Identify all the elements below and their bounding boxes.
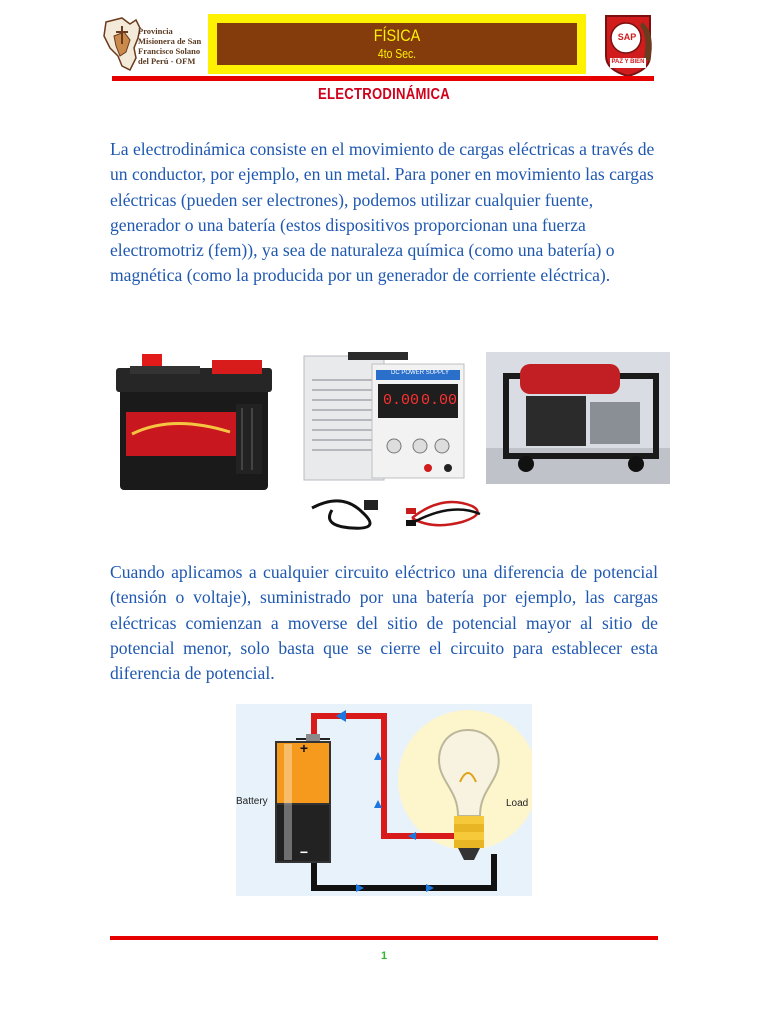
battery-minus-sign: − [299, 844, 309, 860]
school-name-line: Francisco Solano [138, 46, 201, 56]
cables-icon [302, 488, 492, 538]
circuit-paragraph: Cuando aplicamos a cualquier circuito eléctrico una diferencia de potencial (tensión o voltaje), suministrado por una batería por ejemplo, las cargas eléctricas comienzan a moverse del sitio de potencial mayor al sitio de potencial menor, solo basta que se cierre el circuito para establecer esta diferencia de potencial. [110, 562, 658, 684]
load-label: Load [506, 798, 529, 809]
school-name-line: del Perú - OFM [138, 56, 196, 66]
dc-power-supply-image [302, 350, 468, 484]
circuit-icon [236, 704, 532, 896]
title-banner-inner [217, 23, 577, 65]
logo-motto: PAZ Y BIEN [611, 59, 645, 65]
battery-label: Battery [236, 796, 268, 807]
voltage-display: 0.00 [382, 392, 419, 409]
car-battery-icon [112, 344, 274, 494]
power-supply-label: DC POWER SUPPLY [391, 370, 449, 376]
school-name [138, 26, 208, 66]
generator-image [486, 352, 670, 484]
header-rule [112, 76, 654, 81]
shield-logo-icon [596, 12, 660, 78]
power-cables-image [302, 488, 492, 538]
battery-plus-sign: + [299, 740, 309, 756]
intro-paragraph: La electrodinámica consiste en el movimiento de cargas eléctricas a través de un conductor, por ejemplo, en un metal. Para poner en movimiento las cargas eléctricas (pueden ser electrones), podemos utilizar cualquier fuente, generador o una batería (estos dispositivos proporcionan una fuerza electromotriz (fem)), ya sea de naturaleza química (como una batería) o magnética (como la producida por un generador de corriente eléctrica). [110, 139, 655, 286]
logo-letters: SAP [617, 32, 637, 42]
school-name-line: Misionera de San [138, 36, 202, 46]
footer-rule [110, 936, 658, 940]
current-display: 0.00 [420, 392, 457, 409]
generator-icon [486, 352, 670, 484]
car-battery-image [112, 344, 274, 494]
paz-y-bien-logo [596, 12, 660, 78]
page-number: 1 [380, 950, 388, 962]
school-name-line: Provincia [138, 26, 173, 36]
circuit-diagram [236, 704, 532, 896]
page-heading: ELECTRODINÁMICA [318, 86, 450, 103]
grade-label: 4to Sec. [377, 46, 417, 61]
subject-title: FÍSICA [373, 26, 421, 45]
title-banner [208, 14, 586, 74]
